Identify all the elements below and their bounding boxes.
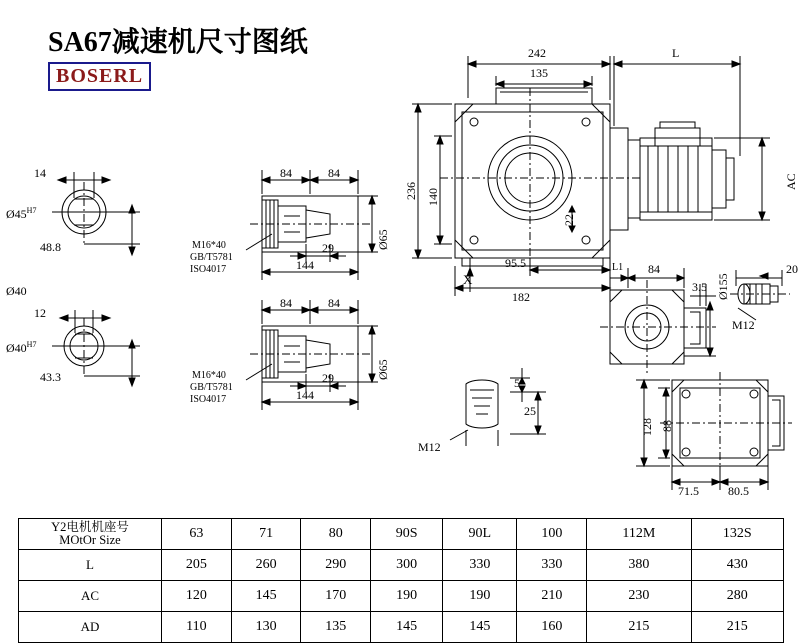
table-cell-AC-3: 190: [371, 581, 443, 612]
dim-AC: AC: [784, 173, 798, 190]
table-rowhead-AD: AD: [19, 612, 162, 643]
table-cell-size-0: 63: [162, 519, 232, 550]
dim-236: 236: [404, 182, 418, 200]
dim-M12-pin: M12: [732, 318, 755, 332]
dim-12: 12: [34, 306, 46, 320]
table-cell-AD-0: 110: [162, 612, 232, 643]
table-cell-L-6: 380: [587, 550, 691, 581]
table-cell-size-4: 90L: [443, 519, 517, 550]
dim-5: 5: [514, 376, 520, 390]
dim-128: 128: [640, 418, 654, 436]
bolt-a-line1: M16*40: [192, 240, 226, 251]
table-cell-size-6: 112M: [587, 519, 691, 550]
dim-144-a: 144: [296, 258, 314, 272]
dim-182: 182: [512, 290, 530, 304]
dim-d155: Ø155: [716, 273, 730, 300]
dim-144-b: 144: [296, 388, 314, 402]
page-title: SA67减速机尺寸图纸: [48, 27, 308, 58]
table-row: [19, 550, 784, 581]
table-cell-AC-1: 145: [231, 581, 301, 612]
dim-84-d: 84: [328, 296, 340, 310]
bolt-b-line3: ISO4017: [190, 394, 227, 405]
dim-d65-a: Ø65: [376, 229, 390, 250]
dim-140: 140: [426, 188, 440, 206]
table-cell-AD-3: 145: [371, 612, 443, 643]
dim-43-3: 43.3: [40, 370, 61, 384]
marker-X: X: [463, 272, 473, 287]
table-cell-AC-6: 230: [587, 581, 691, 612]
table-cell-size-3: 90S: [371, 519, 443, 550]
table-cell-L-1: 260: [231, 550, 301, 581]
dim-d40: Ø40: [6, 284, 27, 298]
table-cell-size-7: 132S: [691, 519, 783, 550]
table-row-header: [19, 519, 784, 550]
dim-71-5: 71.5: [678, 484, 699, 498]
table-cell-size-5: 100: [517, 519, 587, 550]
table-cell-AD-4: 145: [443, 612, 517, 643]
dim-25: 25: [524, 404, 536, 418]
dim-d45: $Ø45^{H7}$: [6, 206, 37, 221]
table-row: [19, 612, 784, 643]
brand-logo-text: BOSERL: [56, 65, 144, 87]
table-cell-L-2: 290: [301, 550, 371, 581]
dim-d40-h7: $Ø40^{H7}$: [6, 340, 37, 355]
table-cell-L-5: 330: [517, 550, 587, 581]
table-rowhead-motor-size: [19, 519, 162, 550]
table-cell-L-3: 300: [371, 550, 443, 581]
dim-29-a: 29: [322, 241, 334, 255]
bolt-b-line2: GB/T5781: [190, 382, 233, 393]
dim-80-5: 80.5: [728, 484, 749, 498]
dim-242: 242: [528, 46, 546, 60]
dim-48-8: 48.8: [40, 240, 61, 254]
dim-14: 14: [34, 166, 46, 180]
table-cell-AC-7: 280: [691, 581, 783, 612]
bolt-a-line2: GB/T5781: [190, 252, 233, 263]
table-header-cn: Y2电机机座号: [51, 519, 129, 534]
table-cell-AC-0: 120: [162, 581, 232, 612]
table-row: [19, 581, 784, 612]
dim-84-flange: 84: [648, 262, 660, 276]
table-cell-AC-4: 190: [443, 581, 517, 612]
bolt-a-line3: ISO4017: [190, 264, 227, 275]
table-cell-size-2: 80: [301, 519, 371, 550]
dim-95-5: 95.5: [505, 256, 526, 270]
dim-3-5: 3.5: [692, 280, 707, 294]
bolt-b-line1: M16*40: [192, 370, 226, 381]
dim-d65-b: Ø65: [376, 359, 390, 380]
dim-L1: L1: [612, 262, 624, 273]
dim-135: 135: [530, 66, 548, 80]
dim-20: 20: [786, 262, 798, 276]
table-cell-AD-6: 215: [587, 612, 691, 643]
dim-d40-tol: H7: [26, 340, 37, 349]
table-rowhead-L: L: [19, 550, 162, 581]
dim-d45-tol: H7: [26, 206, 37, 215]
table-cell-AC-5: 210: [517, 581, 587, 612]
table-cell-size-1: 71: [231, 519, 301, 550]
dim-84-b: 84: [328, 166, 340, 180]
dim-84-c: 84: [280, 296, 292, 310]
table-cell-AD-5: 160: [517, 612, 587, 643]
dim-88: 88: [660, 420, 674, 432]
dim-84-a: 84: [280, 166, 292, 180]
table-cell-AD-1: 130: [231, 612, 301, 643]
table-header-en: MOtOr Size: [59, 533, 121, 547]
dim-L: L: [672, 46, 680, 60]
dim-M12-cap: M12: [418, 440, 441, 454]
table-rowhead-AC: AC: [19, 581, 162, 612]
table-cell-L-4: 330: [443, 550, 517, 581]
table-cell-L-0: 205: [162, 550, 232, 581]
table-cell-AC-2: 170: [301, 581, 371, 612]
table-cell-L-7: 430: [691, 550, 783, 581]
dim-22: 22: [562, 214, 576, 226]
table-cell-AD-7: 215: [691, 612, 783, 643]
dim-29-b: 29: [322, 371, 334, 385]
spec-table: [18, 518, 784, 643]
table-cell-AD-2: 135: [301, 612, 371, 643]
